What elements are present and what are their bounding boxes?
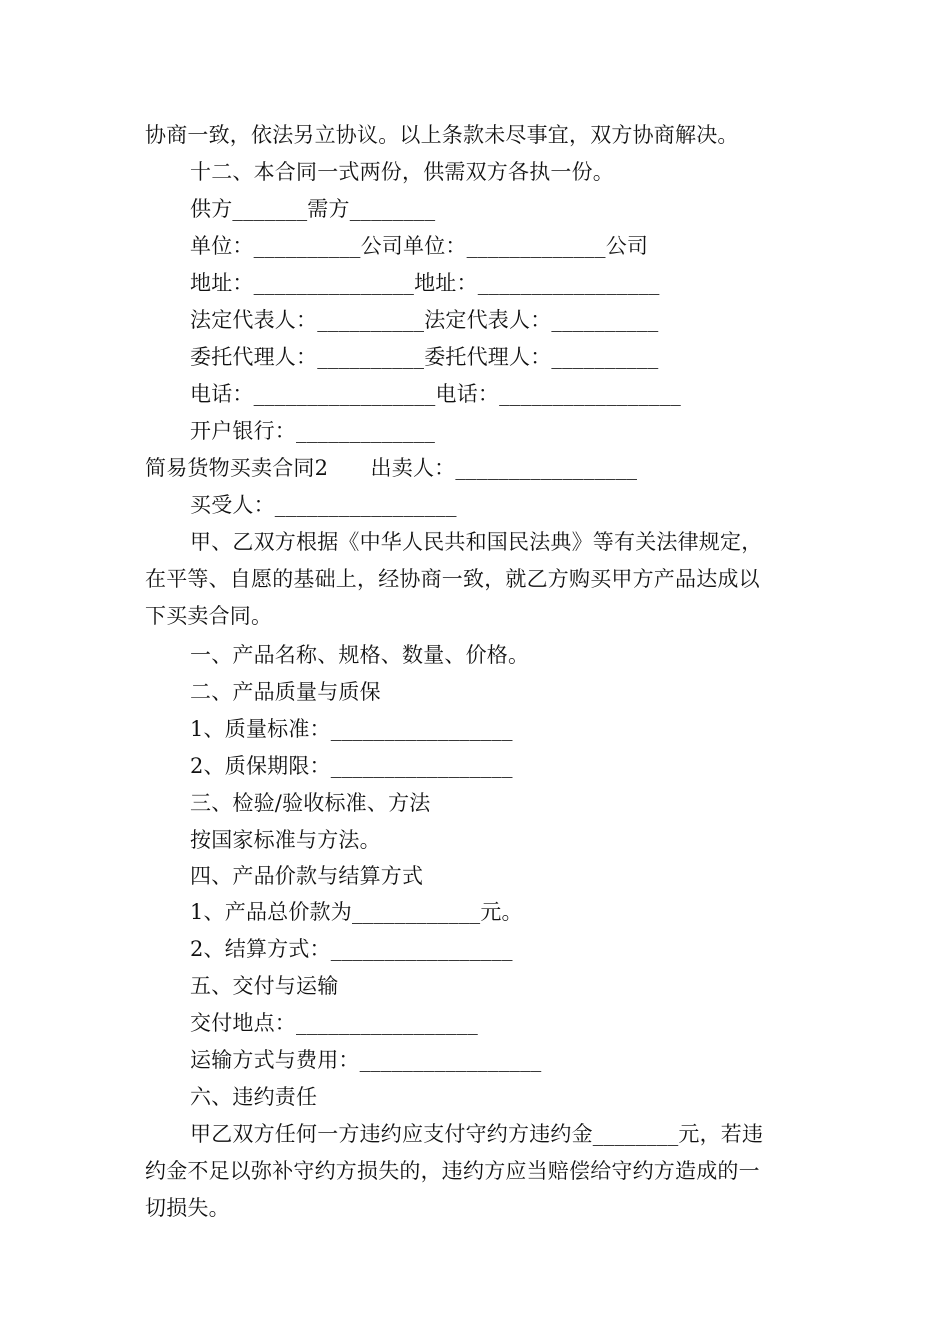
text-line: 约金不足以弥补守约方损失的，违约方应当赔偿给守约方造成的一 bbox=[145, 1159, 760, 1183]
text-line: 1、质量标准：_________________ bbox=[190, 717, 513, 741]
text-line: 下买卖合同。 bbox=[145, 604, 273, 628]
text-line: 2、质保期限：_________________ bbox=[190, 754, 513, 778]
text-line: 交付地点：_________________ bbox=[190, 1011, 478, 1035]
text-line: 切损失。 bbox=[145, 1196, 230, 1220]
text-line: 法定代表人：__________法定代表人：__________ bbox=[190, 308, 659, 332]
text-line: 1、产品总价款为____________元。 bbox=[190, 900, 523, 924]
text-line: 一、产品名称、规格、数量、价格。 bbox=[190, 643, 530, 667]
text-line: 三、检验/验收标准、方法 bbox=[190, 791, 431, 815]
text-line: 协商一致，依法另立协议。以上条款未尽事宜，双方协商解决。 bbox=[145, 123, 739, 147]
text-line: 地址：_______________地址：_________________ bbox=[190, 271, 660, 295]
section-heading-line: 简易货物买卖合同2 出卖人：_________________ bbox=[145, 456, 638, 480]
text-line: 按国家标准与方法。 bbox=[190, 828, 381, 852]
text-line: 电话：_________________电话：_________________ bbox=[190, 382, 681, 406]
text-line: 2、结算方式：_________________ bbox=[190, 937, 513, 961]
text-line: 六、违约责任 bbox=[190, 1085, 318, 1109]
text-line: 委托代理人：__________委托代理人：__________ bbox=[190, 345, 659, 369]
text-line: 在平等、自愿的基础上，经协商一致，就乙方购买甲方产品达成以 bbox=[145, 567, 760, 591]
text-line: 供方_______需方________ bbox=[190, 197, 436, 221]
text-line: 十二、本合同一式两份，供需双方各执一份。 bbox=[190, 160, 614, 184]
text-line: 买受人：_________________ bbox=[190, 493, 457, 517]
text-line: 四、产品价款与结算方式 bbox=[190, 864, 424, 888]
text-line: 运输方式与费用：_________________ bbox=[190, 1048, 542, 1072]
text-line: 二、产品质量与质保 bbox=[190, 680, 381, 704]
text-line: 开户银行：_____________ bbox=[190, 419, 436, 443]
text-line: 甲、乙双方根据《中华人民共和国民法典》等有关法律规定， bbox=[190, 530, 763, 554]
text-line: 甲乙双方任何一方违约应支付守约方违约金________元，若违 bbox=[190, 1122, 764, 1146]
text-line: 五、交付与运输 bbox=[190, 974, 339, 998]
text-line: 单位：__________公司单位：_____________公司 bbox=[190, 234, 649, 258]
